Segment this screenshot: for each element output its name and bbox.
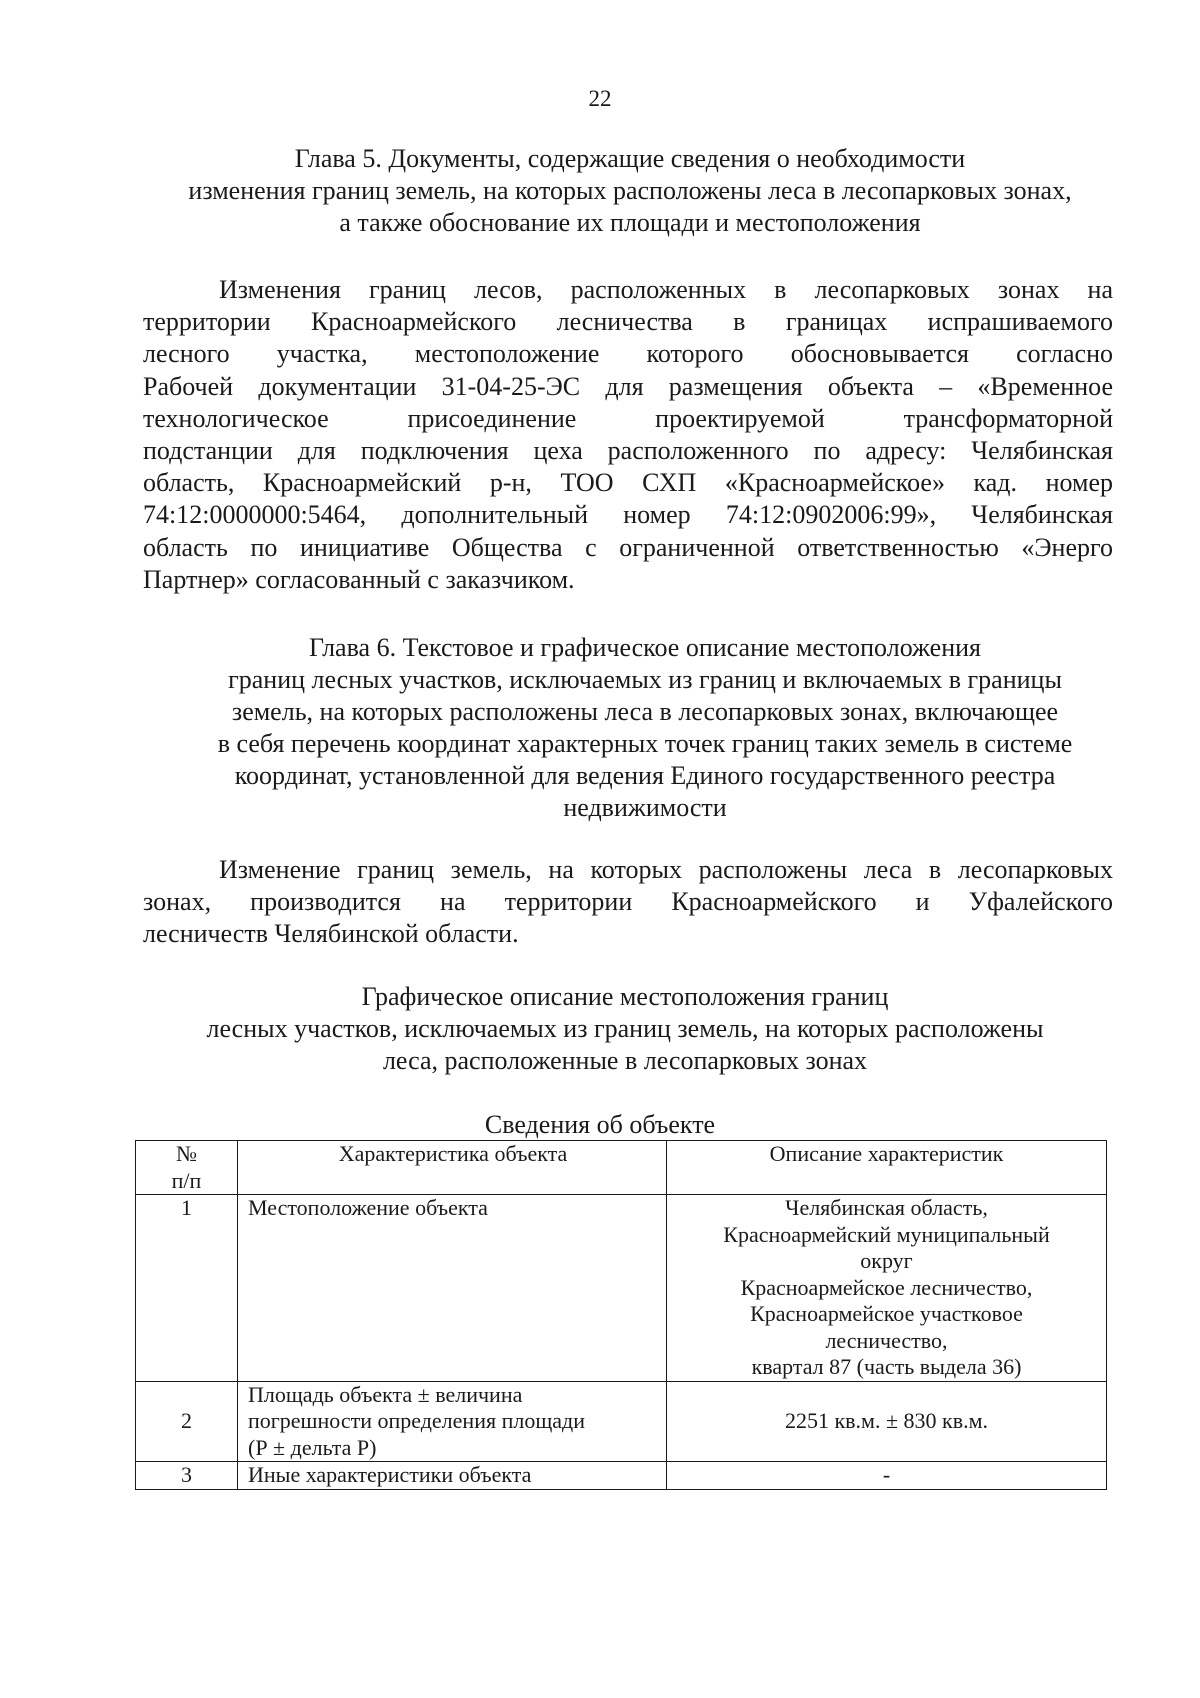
header-description-cell: Описание характеристик [667, 1141, 1107, 1195]
description-line: квартал 87 (часть выдела 36) [751, 1354, 1022, 1379]
table-row [136, 1381, 1107, 1462]
table-row [136, 1462, 1107, 1490]
description-line: 2251 кв.м. ± 830 кв.м. [784, 1408, 989, 1433]
chapter6-title-line: границ лесных участков, исключаемых из границ и включаемых в границы [228, 665, 1062, 694]
graphic-section-title [0, 981, 1200, 1077]
chapter6-title [0, 632, 1200, 824]
description-line: - [882, 1462, 891, 1487]
paragraph-line: Партнер» согласованный с заказчиком. [143, 564, 575, 594]
row-num-cell: 2 [136, 1381, 238, 1462]
table-caption: Сведения об объекте [484, 1110, 716, 1139]
paragraph-line: лесничеств Челябинской области. [143, 919, 519, 949]
paragraph-line: Изменения границ лесов, расположенных в лесопарковых зонах на [219, 275, 1113, 304]
chapter5-paragraph [143, 274, 1113, 596]
chapter6-title-line: Глава 6. Текстовое и графическое описание местоположения [309, 633, 981, 662]
chapter5-title-line: изменения границ земель, на которых расположены леса в лесопарковых зонах, [188, 176, 1072, 205]
paragraph-line: технологическое присоединение проектируемой трансформаторной [143, 403, 1113, 433]
row-description-cell [667, 1462, 1107, 1490]
description-line: лесничество, [825, 1327, 948, 1353]
characteristic-line: Иные характеристики объекта [248, 1462, 532, 1487]
table-row [136, 1195, 1107, 1382]
paragraph-line: Рабочей документации 31-04-25-ЭС для размещения объекта – «Временное [143, 371, 1113, 401]
header-num-line: п/п [171, 1167, 202, 1193]
row-characteristic-cell [238, 1195, 667, 1382]
graphic-title-line: Графическое описание местоположения границ [361, 982, 889, 1011]
header-characteristic-cell: Характеристика объекта [238, 1141, 667, 1195]
row-num-cell: 3 [136, 1462, 238, 1490]
paragraph-line: территории Красноармейского лесничества в границах испрашиваемого [143, 307, 1113, 337]
chapter6-title-line: в себя перечень координат характерных точек границ таких земель в системе [217, 729, 1073, 758]
row-characteristic-cell [238, 1462, 667, 1490]
paragraph-line: зонах, производится на территории Красноармейского и Уфалейского [143, 887, 1113, 917]
paragraph-line: 74:12:0000000:5464, дополнительный номер 74:12:0902006:99», Челябинская [143, 500, 1113, 530]
chapter6-title-line: земель, на которых расположены леса в лесопарковых зонах, включающее [231, 697, 1059, 726]
chapter6-title-line: недвижимости [563, 793, 727, 822]
chapter5-title-line: а также обоснование их площади и местоположения [339, 208, 921, 237]
characteristic-line: погрешности определения площади [248, 1408, 586, 1433]
row-characteristic-cell [238, 1381, 667, 1462]
paragraph-line: Изменение границ земель, на которых расположены леса в лесопарковых [219, 855, 1113, 884]
description-line: Красноармейское лесничество, [740, 1274, 1033, 1300]
page-number: 22 [588, 86, 612, 111]
header-num-line: № [176, 1141, 197, 1166]
chapter5-title-line: Глава 5. Документы, содержащие сведения о необходимости [294, 144, 966, 173]
graphic-title-line: лесных участков, исключаемых из границ земель, на которых расположены [206, 1014, 1044, 1043]
table-header-row [136, 1141, 1107, 1195]
chapter6-title-line: координат, установленной для ведения Единого государственного реестра [234, 761, 1056, 790]
description-line: округ [860, 1248, 913, 1273]
row-num-cell: 1 [136, 1195, 238, 1382]
paragraph-line: подстанции для подключения цеха расположенного по адресу: Челябинская [143, 435, 1113, 465]
chapter5-title [0, 143, 1200, 239]
paragraph-line: область, Красноармейский р-н, ТОО СХП «Красноармейское» кад. номер [143, 468, 1113, 498]
graphic-title-line: леса, расположенные в лесопарковых зонах [382, 1046, 868, 1075]
header-num-cell [136, 1141, 238, 1195]
row-description-cell [667, 1195, 1107, 1382]
characteristic-line: Местоположение объекта [248, 1195, 488, 1220]
description-line: Челябинская область, [785, 1195, 988, 1220]
paragraph-line: лесного участка, местоположение которого обосновывается согласно [143, 339, 1113, 369]
object-info-table [135, 1140, 1107, 1490]
row-description-cell [667, 1381, 1107, 1462]
chapter6-paragraph [143, 854, 1113, 951]
description-line: Красноармейский муниципальный [723, 1221, 1050, 1247]
description-line: Красноармейское участковое [750, 1301, 1023, 1326]
characteristic-line: (Р ± дельта Р) [248, 1434, 377, 1460]
paragraph-line: область по инициативе Общества с ограниченной ответственностью «Энерго [143, 532, 1113, 562]
characteristic-line: Площадь объекта ± величина [248, 1381, 523, 1407]
